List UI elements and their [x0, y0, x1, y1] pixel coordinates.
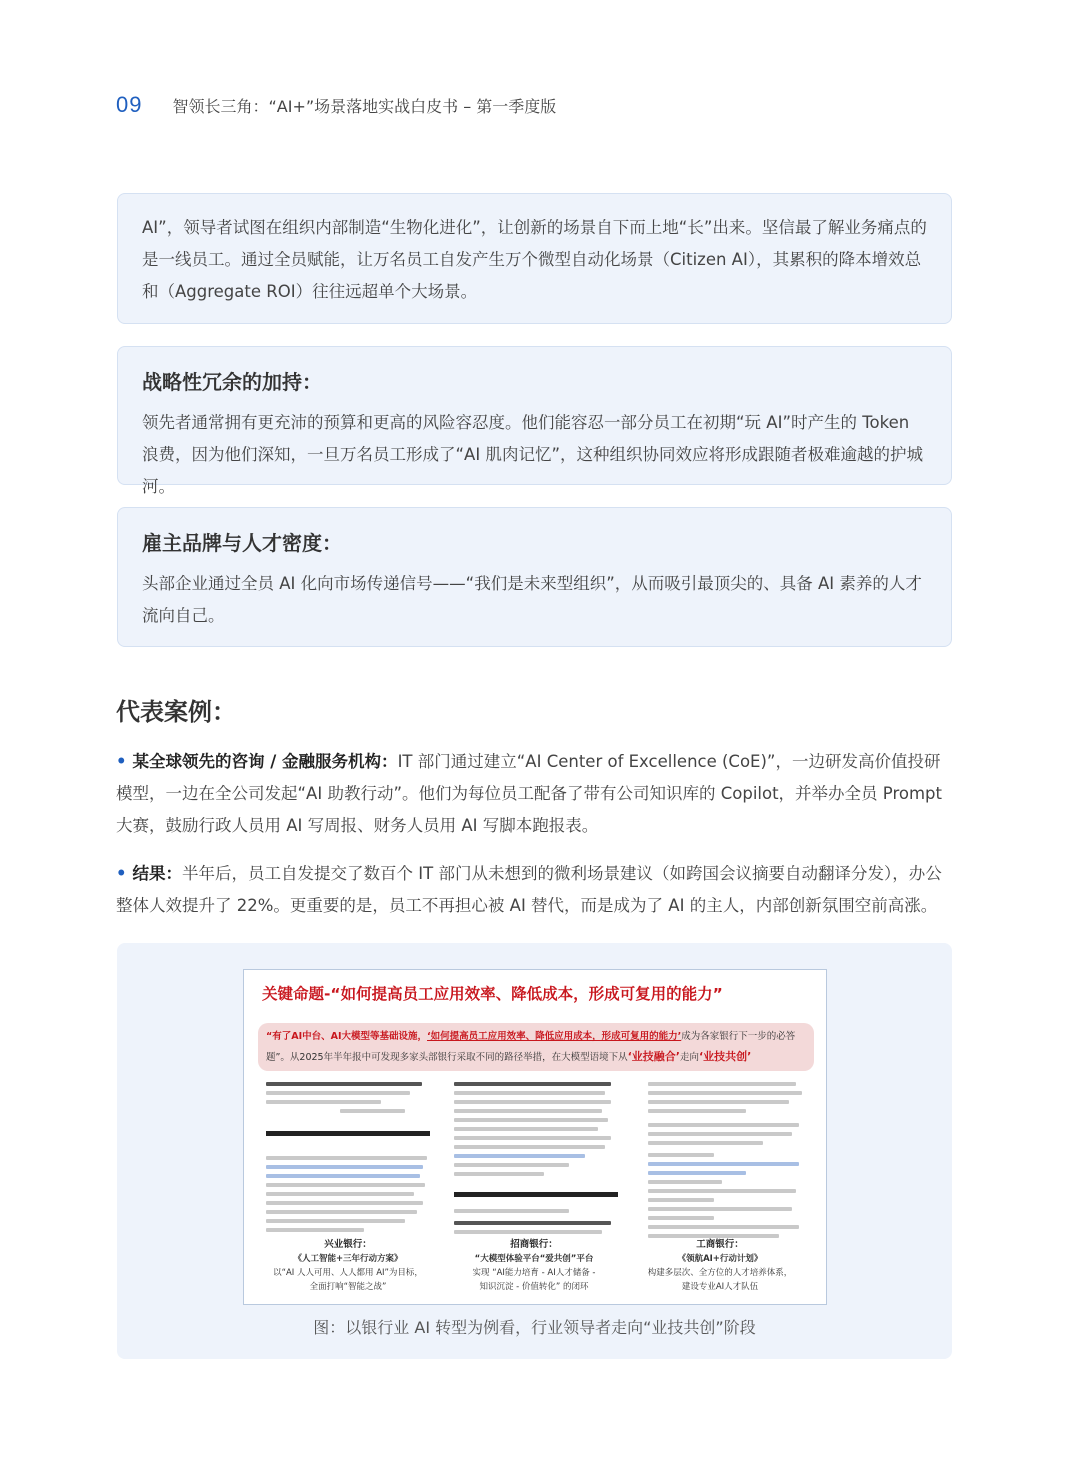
bank-caption-icbc: [630, 1238, 810, 1294]
employer-brand-title: 雇主品牌与人才密度：: [142, 531, 342, 555]
banner-part: “有了AI中台、AI大模型等基础设施，: [266, 1031, 428, 1042]
bank-description: 全面打响“智能之战”: [309, 1282, 387, 1292]
banner-part: 成为各家银行下一步的必答题”。从2025年半年报中可发现多家头部银行采取不同的路径举措，在大模型语境下从: [266, 1031, 796, 1063]
bullet-text: 半年后，员工自发提交了数百个 IT 部门从未想到的微利场景建议（如跨国会议摘要自动翻译分发），办公整体人效提升了 22%。更重要的是，员工不再担心被 AI 替代，而是成为了 AI 的主人，内部创新氛围空前高涨。: [116, 864, 942, 915]
bullet-text: IT 部门通过建立“AI Center of Excellence (CoE)”，一边研发高价值投研模型，一边在全公司发起“AI 助教行动”。他们为每位员工配备了带有公司知识库的 Copilot，并举办全员 Prompt 大赛，鼓励行政人员用 AI 写周报、财务人员用 AI 写脚本跑报表。: [116, 752, 942, 835]
bank-program: “大模型体验平台“爱共创”平台: [474, 1254, 594, 1264]
bank-caption-cmb: [444, 1238, 624, 1294]
figure-panel: [117, 943, 952, 1359]
banking-figure: [243, 969, 827, 1305]
bank-name: 招商银行：: [510, 1239, 558, 1250]
bank-description: 建设专业AI人才队伍: [681, 1282, 759, 1292]
bullet-dot: •: [116, 752, 127, 771]
figure-caption: 图：以银行业 AI 转型为例看，行业领导者走向“业技共创”阶段: [313, 1318, 756, 1337]
bank-name: 兴业银行：: [324, 1239, 372, 1250]
banner-keyword: ‘业技共创’: [698, 1050, 752, 1063]
report-thumbnail-icbc: [648, 1082, 812, 1232]
bullet-dot: •: [116, 864, 127, 883]
banner-highlight: ‘如何提高员工应用效率、降低应用成本，形成可复用的能力’: [427, 1031, 682, 1042]
bullet-lead: 结果：: [132, 864, 183, 883]
bank-description: 构建多层次、全方位的人才培养体系，: [647, 1268, 793, 1278]
figure-banner: [258, 1023, 814, 1071]
bank-name: 工商银行：: [696, 1239, 744, 1250]
bank-description: 以“AI 人人可用、人人都用 AI”为目标，: [273, 1268, 423, 1278]
bullet-lead: 某全球领先的咨询 / 金融服务机构：: [132, 752, 398, 771]
report-thumbnail-cib: [266, 1082, 430, 1232]
report-thumbnail-cmb: [454, 1082, 618, 1232]
bank-description: 实现 “AI能力培育 - AI人才储备 -: [472, 1268, 596, 1278]
intro-card-text: AI”，领导者试图在组织内部制造“生物化进化”，让创新的场景自下而上地“长”出来。坚信最了解业务痛点的是一线员工。通过全员赋能，让万名员工自发产生万个微型自动化场景（Citizen AI），其累积的降本增效总和（Aggregate ROI）往往远超单个大场景。: [142, 218, 927, 301]
figure-title: 关键命题-“如何提高员工应用效率、降低成本，形成可复用的能力”: [262, 985, 723, 1003]
case-bullet-consulting: [116, 746, 956, 842]
employer-brand-card: [117, 507, 952, 647]
page-header: [116, 92, 556, 118]
strategic-redundancy-text: 领先者通常拥有更充沛的预算和更高的风险容忍度。他们能容忍一部分员工在初期“玩 AI”时产生的 Token 浪费，因为他们深知，一旦万名员工形成了“AI 肌肉记忆”，这种组织协同效应将形成跟随者极难逾越的护城河。: [142, 413, 923, 496]
bank-program: 《人工智能+三年行动方案》: [293, 1254, 403, 1264]
bank-description: 知识沉淀 - 价值转化” 的闭环: [479, 1282, 589, 1292]
banner-part: 走向: [679, 1052, 699, 1063]
section-title-cases: 代表案例：: [116, 698, 236, 726]
page-number: 09: [116, 92, 143, 117]
strategic-redundancy-card: [117, 346, 952, 496]
bank-caption-cib: [258, 1238, 438, 1294]
employer-brand-text: 头部企业通过全员 AI 化向市场传递信号——“我们是未来型组织”，从而吸引最顶尖的、具备 AI 素养的人才流向自己。: [142, 574, 922, 625]
bank-program: 《领航AI+行动计划》: [677, 1254, 763, 1264]
strategic-redundancy-title: 战略性冗余的加持：: [142, 370, 322, 394]
intro-card: [117, 193, 952, 324]
document-title: 智领长三角：“AI+”场景落地实战白皮书 – 第一季度版: [172, 97, 557, 116]
banner-keyword: ‘业技融合’: [627, 1050, 680, 1063]
case-bullet-result: [116, 858, 956, 922]
